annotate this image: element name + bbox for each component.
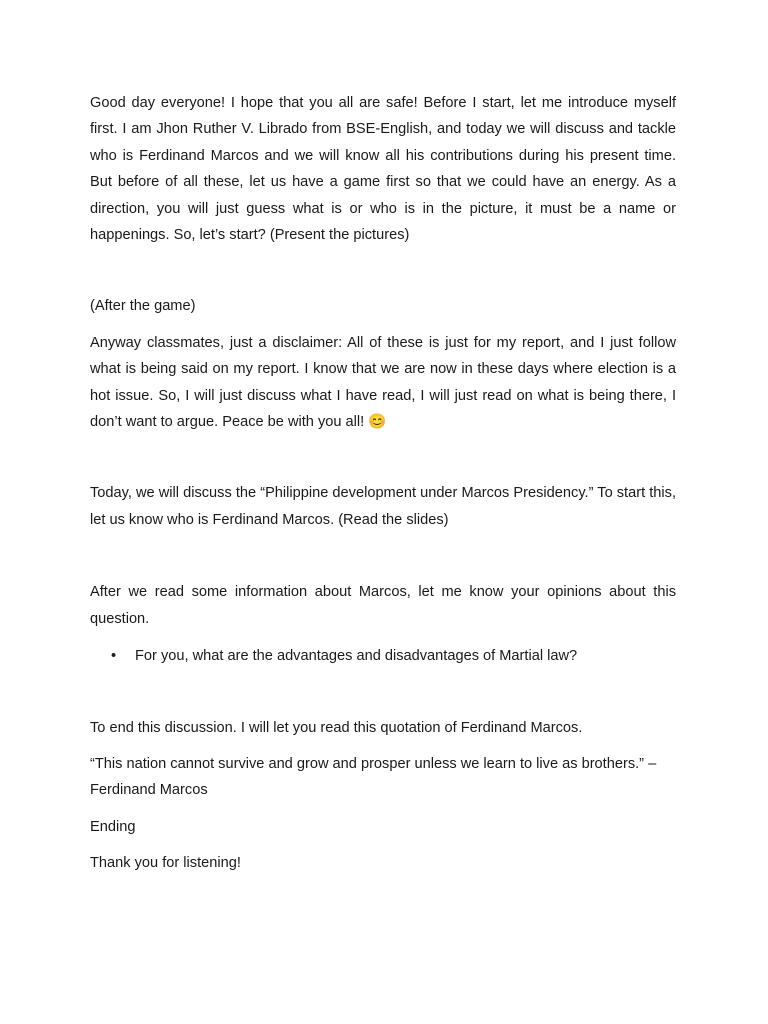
ending-heading: Ending (90, 818, 136, 835)
question-list (90, 643, 676, 669)
end-discussion-paragraph: To end this discussion. I will let you read this quotation of Ferdinand Marcos. (90, 719, 583, 736)
question-text: For you, what are the advantages and disadvantages of Martial law? (135, 648, 578, 665)
topic-paragraph: Today, we will discuss the “Philippine development under Marcos Presidency.” To start this, let us know who is Ferdinand Marcos. (Read the slides) (90, 485, 676, 528)
opinions-paragraph: After we read some information about Marcos, let me know your opinions about this question. (90, 584, 676, 627)
disclaimer-paragraph: Anyway classmates, just a disclaimer: All of these is just for my report, and I just follow what is being said on my report. I know that we are now in these days where election is a hot issue. So, I will just discuss what I have read, I will just read on what is being there, I don’t want to argue. Peace be with you all! 😊 (90, 334, 676, 431)
document-page (90, 90, 676, 877)
quote-paragraph: “This nation cannot survive and grow and prosper unless we learn to live as brothers.” – Ferdinand Marcos (90, 755, 657, 799)
bullet-icon: • (111, 648, 117, 665)
after-game-note: (After the game) (90, 298, 196, 315)
list-item (90, 643, 676, 669)
thanks-line: Thank you for listening! (90, 855, 241, 872)
intro-paragraph: Good day everyone! I hope that you all are safe! Before I start, let me introduce myself first. I am Jhon Ruther V. Librado from BSE-English, and today we will discuss and tackle who is Ferdinand Marcos and we will know all his contributions during his present time. But before of all these, let us have a game first so that we could have an energy. As a direction, you will just guess what is or who is in the picture, it must be a name or happenings. So, let’s start? (Present the pictures) (90, 95, 676, 244)
